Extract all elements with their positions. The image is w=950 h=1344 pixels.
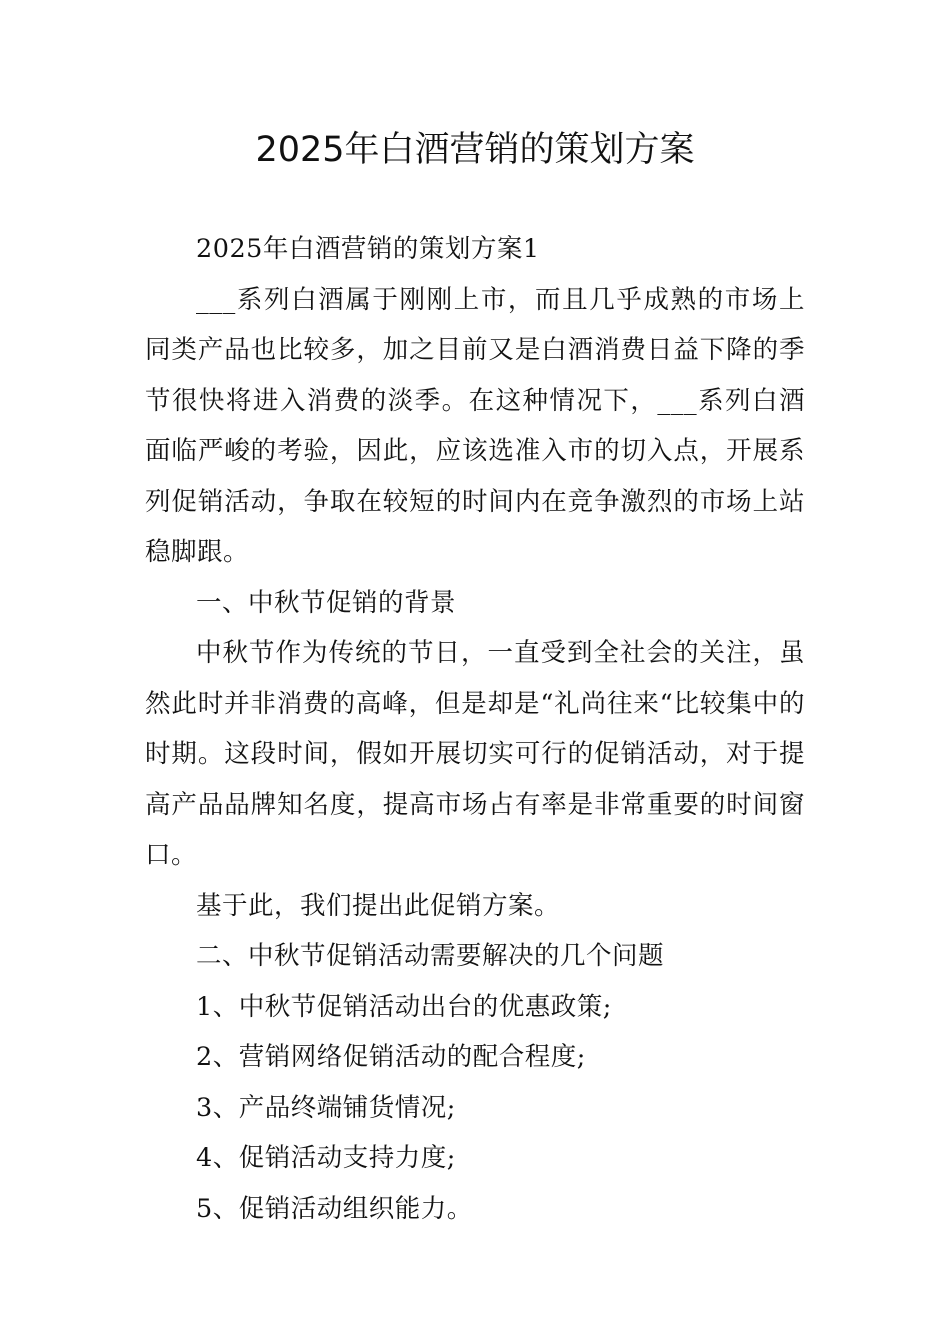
intro-paragraph: ___系列白酒属于刚刚上市，而且几乎成熟的市场上同类产品也比较多，加之目前又是白酒消费日益下降的季节很快将进入消费的淡季。在这种情况下，___系列白酒面临严峻的考验，因此，应该选准入市的切入点，开展系列促销活动，争取在较短的时间内在竞争激烈的市场上站稳脚跟。 <box>145 284 805 567</box>
list-item: 4、促销活动支持力度; <box>196 1143 456 1173</box>
section-heading: 2025年白酒营销的策划方案1 <box>196 234 540 264</box>
background-paragraph: 中秋节作为传统的节日，一直受到全社会的关注，虽然此时并非消费的高峰，但是却是“礼尚往来“比较集中的时期。这段时间，假如开展切实可行的促销活动，对于提高产品品牌知名度，提高市场占有率是非常重要的时间窗口。 <box>145 638 805 870</box>
list-item: 2、营销网络促销活动的配合程度; <box>196 1042 586 1072</box>
proposal-sentence: 基于此，我们提出此促销方案。 <box>196 890 561 921</box>
list-item: 5、促销活动组织能力。 <box>196 1193 473 1224</box>
section-heading-background: 一、中秋节促销的背景 <box>196 587 457 618</box>
section-heading-issues: 二、中秋节促销活动需要解决的几个问题 <box>196 941 665 971</box>
list-item: 3、产品终端铺货情况; <box>196 1092 456 1123</box>
document-title: 2025年白酒营销的策划方案 <box>255 130 695 170</box>
document-body <box>145 224 805 1234</box>
list-item: 1、中秋节促销活动出台的优惠政策; <box>196 991 612 1022</box>
